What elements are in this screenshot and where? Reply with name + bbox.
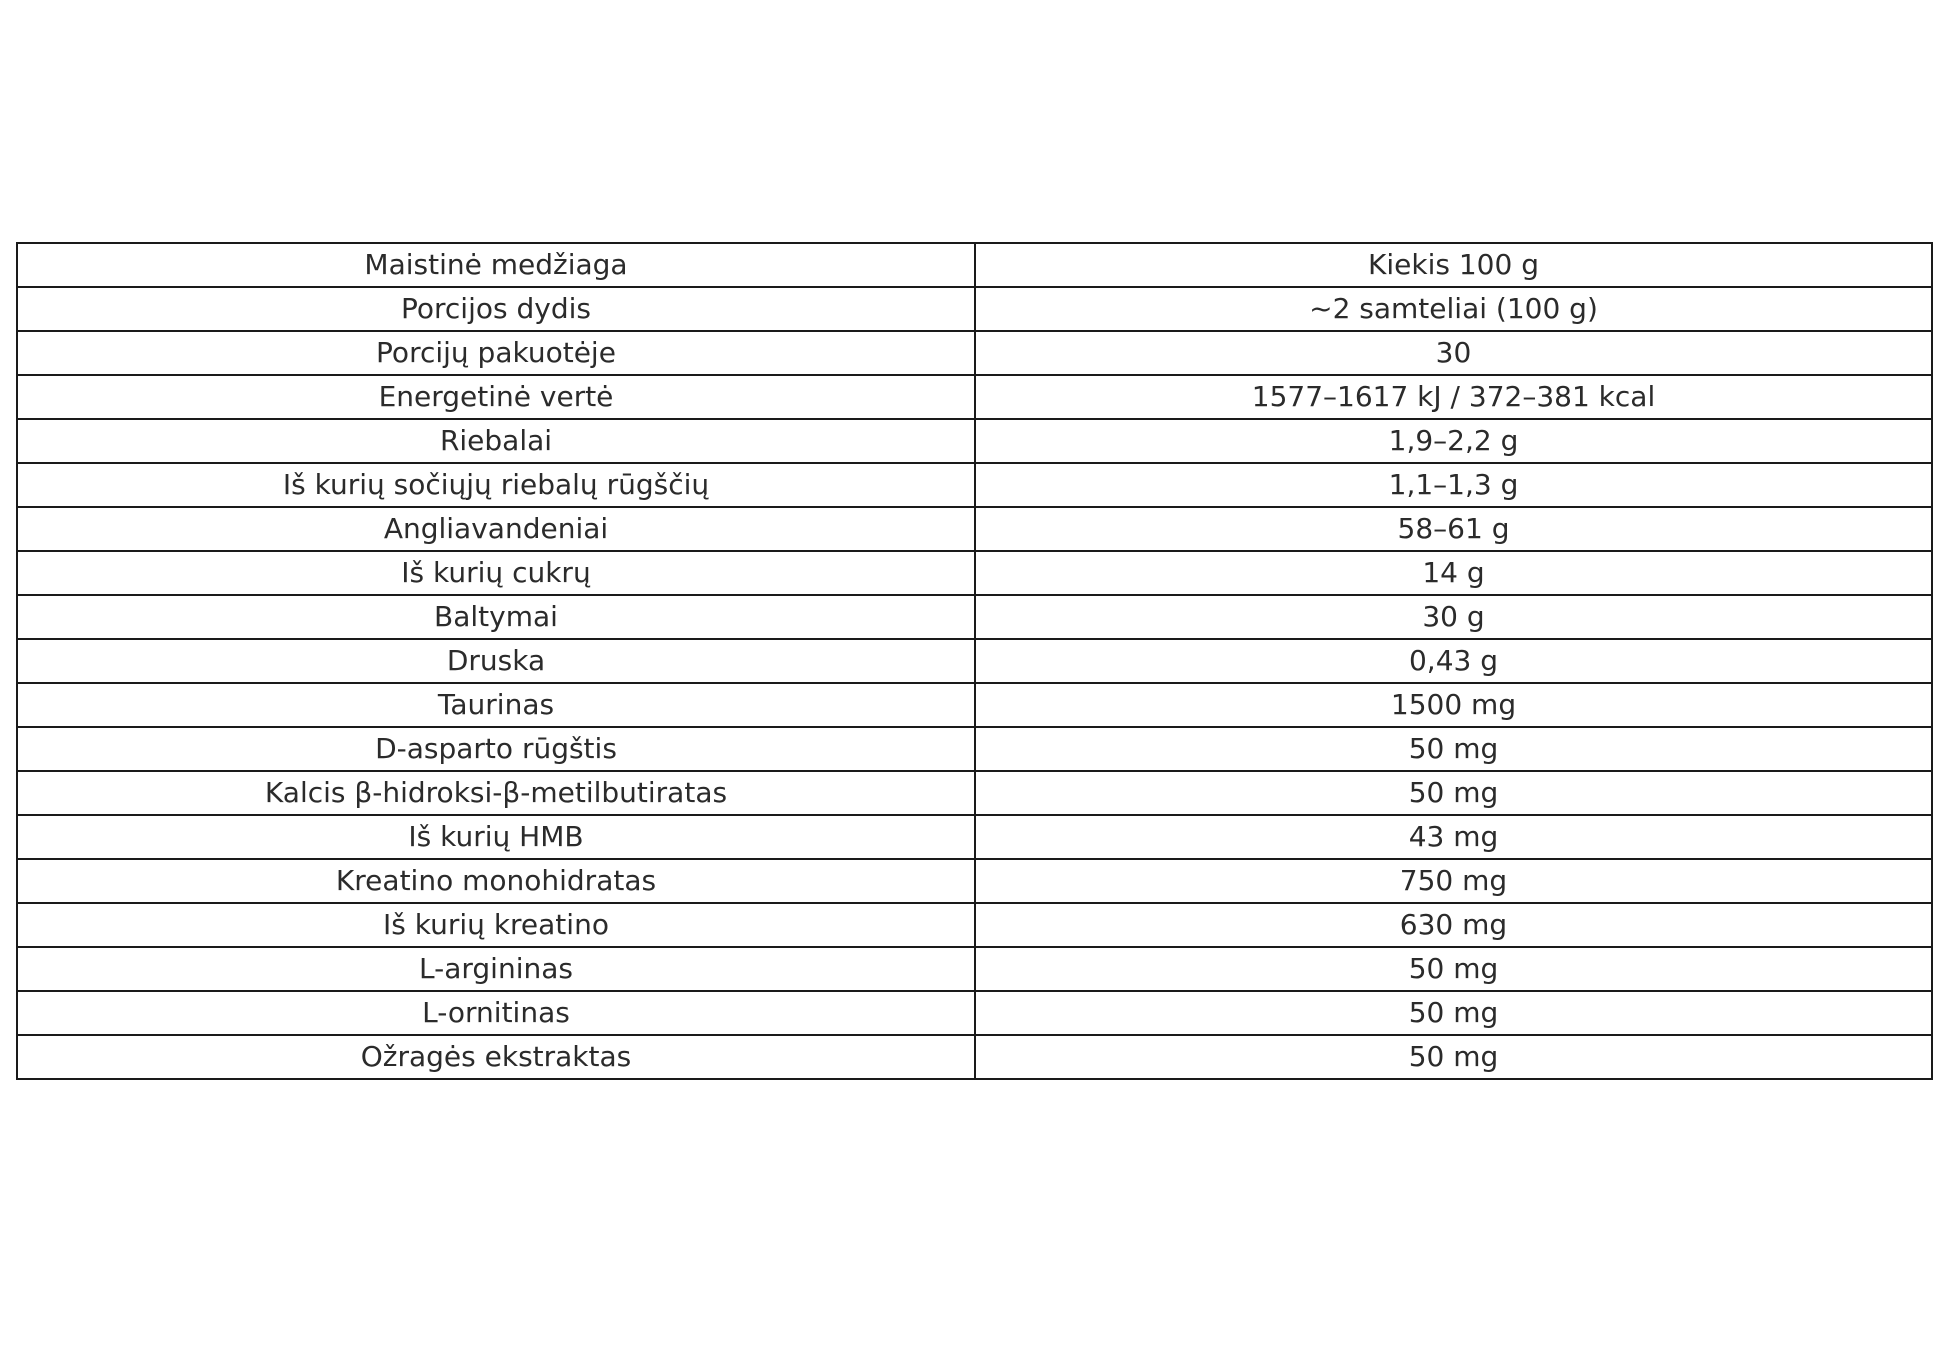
column-header-amount: Kiekis 100 g — [975, 243, 1932, 287]
table-header-row — [17, 243, 1932, 287]
nutrient-amount-cell: 58–61 g — [975, 507, 1932, 551]
nutrient-amount-cell: 50 mg — [975, 771, 1932, 815]
nutrient-amount-cell: 50 mg — [975, 1035, 1932, 1079]
table-row — [17, 815, 1932, 859]
nutrient-name-cell: L-ornitinas — [17, 991, 975, 1035]
nutrient-name-cell: L-argininas — [17, 947, 975, 991]
nutrient-name-cell: D-asparto rūgštis — [17, 727, 975, 771]
nutrient-name-cell: Porcijos dydis — [17, 287, 975, 331]
nutrient-name-cell: Kreatino monohidratas — [17, 859, 975, 903]
table-row — [17, 287, 1932, 331]
nutrition-table-body — [17, 243, 1932, 1079]
table-row — [17, 595, 1932, 639]
table-row — [17, 331, 1932, 375]
table-row — [17, 419, 1932, 463]
table-row — [17, 991, 1932, 1035]
nutrient-amount-cell: 750 mg — [975, 859, 1932, 903]
table-row — [17, 771, 1932, 815]
nutrient-name-cell: Iš kurių sočiųjų riebalų rūgščių — [17, 463, 975, 507]
column-header-nutrient: Maistinė medžiaga — [17, 243, 975, 287]
nutrient-amount-cell: 30 — [975, 331, 1932, 375]
table-row — [17, 947, 1932, 991]
nutrient-name-cell: Ožragės ekstraktas — [17, 1035, 975, 1079]
nutrient-name-cell: Taurinas — [17, 683, 975, 727]
nutrient-name-cell: Druska — [17, 639, 975, 683]
table-row — [17, 463, 1932, 507]
nutrient-amount-cell: 43 mg — [975, 815, 1932, 859]
nutrient-name-cell: Iš kurių kreatino — [17, 903, 975, 947]
table-row — [17, 859, 1932, 903]
nutrient-amount-cell: 1,9–2,2 g — [975, 419, 1932, 463]
table-row — [17, 683, 1932, 727]
nutrient-amount-cell: 50 mg — [975, 991, 1932, 1035]
nutrient-name-cell: Baltymai — [17, 595, 975, 639]
nutrient-amount-cell: 1500 mg — [975, 683, 1932, 727]
nutrient-name-cell: Iš kurių HMB — [17, 815, 975, 859]
nutrient-name-cell: Iš kurių cukrų — [17, 551, 975, 595]
table-row — [17, 507, 1932, 551]
nutrition-table — [16, 242, 1933, 1080]
table-row — [17, 1035, 1932, 1079]
nutrient-name-cell: Energetinė vertė — [17, 375, 975, 419]
nutrient-amount-cell: 14 g — [975, 551, 1932, 595]
nutrient-amount-cell: 50 mg — [975, 947, 1932, 991]
nutrient-amount-cell: 50 mg — [975, 727, 1932, 771]
nutrient-name-cell: Angliavandeniai — [17, 507, 975, 551]
table-row — [17, 375, 1932, 419]
table-row — [17, 727, 1932, 771]
nutrient-name-cell: Kalcis β-hidroksi-β-metilbutiratas — [17, 771, 975, 815]
nutrient-name-cell: Porcijų pakuotėje — [17, 331, 975, 375]
nutrient-amount-cell: 30 g — [975, 595, 1932, 639]
nutrient-amount-cell: ~2 samteliai (100 g) — [975, 287, 1932, 331]
nutrient-amount-cell: 1577–1617 kJ / 372–381 kcal — [975, 375, 1932, 419]
nutrient-amount-cell: 1,1–1,3 g — [975, 463, 1932, 507]
table-row — [17, 903, 1932, 947]
table-row — [17, 551, 1932, 595]
nutrient-name-cell: Riebalai — [17, 419, 975, 463]
nutrient-amount-cell: 0,43 g — [975, 639, 1932, 683]
nutrient-amount-cell: 630 mg — [975, 903, 1932, 947]
table-row — [17, 639, 1932, 683]
